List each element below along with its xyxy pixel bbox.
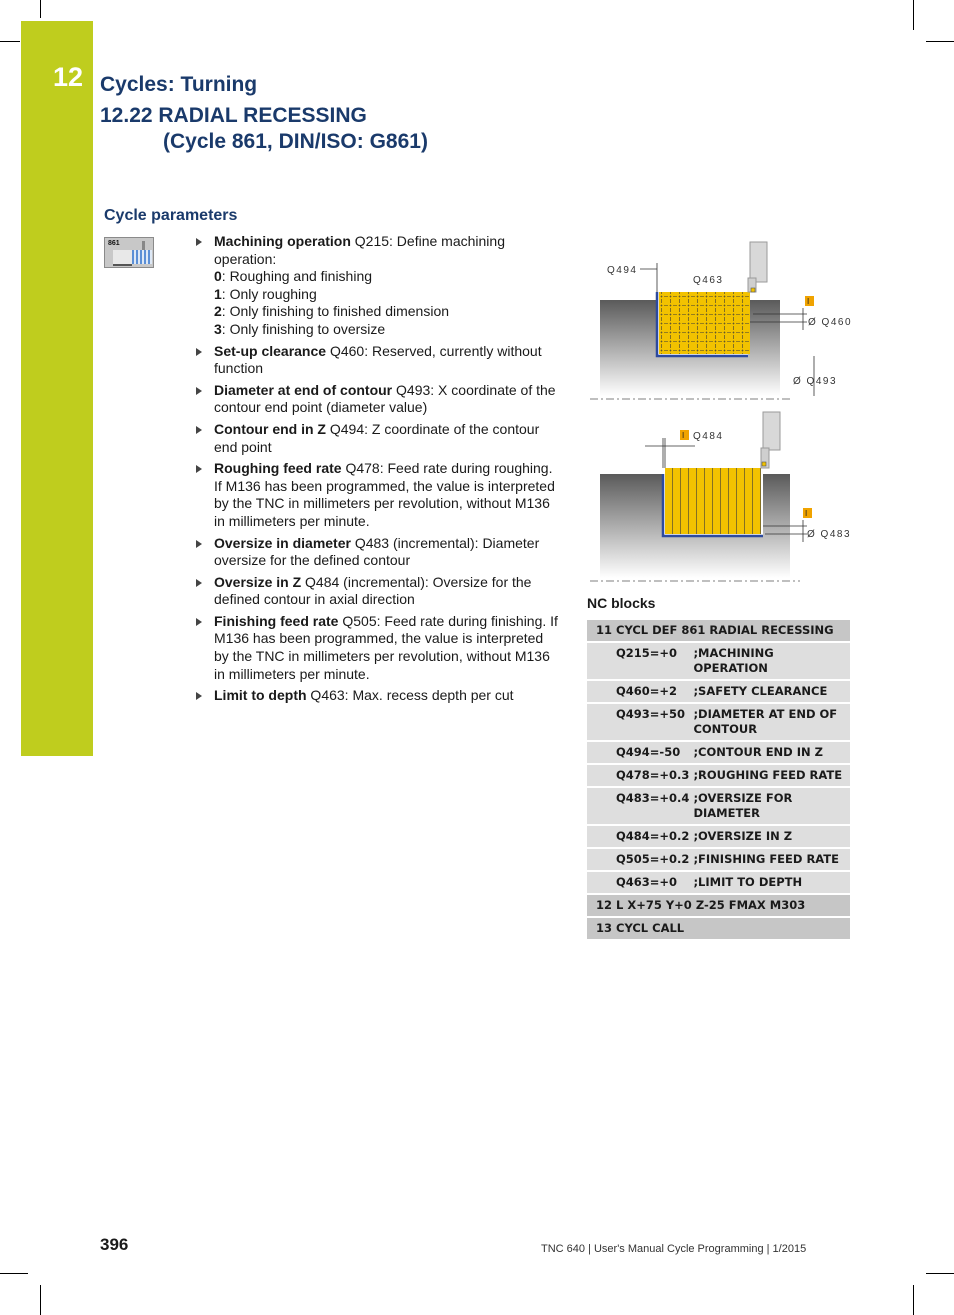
nc-parameter-value: Q460=+2 [587, 680, 691, 703]
nc-parameter-value: Q505=+0.2 [587, 848, 691, 871]
parameter-item [196, 343, 561, 378]
option-key: 3 [214, 320, 222, 337]
marker-label: I [805, 509, 808, 518]
nc-parameter-row [587, 642, 850, 680]
label-q494: Q494 [607, 265, 638, 276]
option-text: : Roughing and finishing [221, 268, 373, 285]
softkey-label: 861 [108, 240, 120, 247]
bullet-arrow-icon [196, 540, 202, 548]
cycle-parameters-heading: Cycle parameters [104, 207, 238, 224]
nc-parameter-row [587, 680, 850, 703]
nc-block-row [587, 894, 850, 917]
section-subtitle: (Cycle 861, DIN/ISO: G861) [163, 130, 428, 153]
nc-parameter-row [587, 764, 850, 787]
option-key: 1 [214, 285, 222, 302]
parameter-option [214, 321, 561, 339]
label-q460: Ø Q460 [808, 317, 853, 328]
tool-holder [763, 412, 780, 450]
nc-parameter-row [587, 787, 850, 825]
option-key: 0 [214, 268, 222, 285]
marker-label: I [807, 297, 810, 306]
nc-parameter-comment: ;SAFETY CLEARANCE [691, 680, 850, 703]
crop-mark [40, 1285, 41, 1315]
nc-block-text: 12 L X+75 Y+0 Z-25 FMAX M303 [587, 894, 850, 917]
page-number: 396 [100, 1235, 129, 1254]
crop-mark [913, 1285, 914, 1315]
parameter-item [196, 687, 561, 705]
nc-parameter-value: Q215=+0 [587, 642, 691, 680]
crop-mark [40, 0, 41, 18]
nc-parameter-row [587, 848, 850, 871]
option-text: : Only roughing [221, 285, 317, 302]
label-q483: Ø Q483 [807, 529, 852, 540]
nc-block-text: 13 CYCL CALL [587, 917, 850, 939]
parameter-term: Oversize in diameter [214, 534, 351, 551]
bullet-arrow-icon [196, 692, 202, 700]
parameter-term: Set-up clearance [214, 342, 327, 359]
parameter-option [214, 268, 561, 286]
tool-holder [750, 242, 767, 282]
parameter-description: Q478: Feed rate during roughing. If M136 has been programmed, the value is interpreted by the TNC in millimeters per revolution, without M136 in millimeters per minute. [214, 460, 555, 529]
crop-mark [926, 1273, 954, 1274]
parameter-item [196, 613, 561, 683]
parameter-description: Q493: X coordinate of the contour end point (diameter value) [214, 381, 556, 416]
bullet-arrow-icon [196, 579, 202, 587]
option-text: : Only finishing to oversize [221, 320, 386, 337]
bullet-arrow-icon [196, 618, 202, 626]
nc-parameter-value: Q483=+0.4 [587, 787, 691, 825]
tool-tip [762, 462, 766, 466]
parameter-item [196, 460, 561, 530]
parameter-item [196, 535, 561, 570]
option-text: : Only finishing to finished dimension [221, 303, 450, 320]
footer-text: TNC 640 | User's Manual Cycle Programming | 1/2015 [541, 1243, 807, 1255]
nc-block-text: 11 CYCL DEF 861 RADIAL RECESSING [587, 619, 850, 642]
parameter-term: Limit to depth [214, 687, 307, 704]
option-key: 2 [214, 303, 222, 320]
section-title: 12.22 RADIAL RECESSING [100, 104, 367, 127]
bullet-arrow-icon [196, 465, 202, 473]
nc-parameter-value: Q463=+0 [587, 871, 691, 894]
parameter-term: Oversize in Z [214, 573, 302, 590]
parameter-option [214, 286, 561, 304]
parameter-description: Q484 (incremental): Oversize for the defined contour in axial direction [214, 573, 532, 608]
bullet-arrow-icon [196, 238, 202, 246]
bullet-arrow-icon [196, 348, 202, 356]
nc-parameter-row [587, 703, 850, 741]
nc-blocks-table [587, 618, 850, 939]
parameter-term: Diameter at end of contour [214, 381, 393, 398]
chapter-tab [21, 21, 93, 756]
nc-blocks-heading: NC blocks [587, 595, 656, 611]
parameter-term: Contour end in Z [214, 420, 326, 437]
nc-parameter-value: Q494=-50 [587, 741, 691, 764]
bullet-arrow-icon [196, 426, 202, 434]
nc-parameter-value: Q478=+0.3 [587, 764, 691, 787]
parameter-term: Roughing feed rate [214, 460, 342, 477]
crop-mark [0, 1273, 28, 1274]
stock-to-remove [665, 468, 761, 534]
softkey-recess [132, 250, 152, 264]
parameter-item [196, 382, 561, 417]
parameter-term: Machining operation [214, 233, 351, 249]
nc-parameter-comment: ;MACHINING OPERATION [691, 642, 850, 680]
parameter-term: Finishing feed rate [214, 612, 339, 629]
crop-mark [913, 0, 914, 30]
nc-parameter-comment: ;FINISHING FEED RATE [691, 848, 850, 871]
label-q484: Q484 [693, 431, 724, 442]
parameter-description: Q494: Z coordinate of the contour end point [214, 420, 540, 455]
label-q493: Ø Q493 [793, 376, 838, 387]
parameter-item [196, 233, 561, 339]
nc-block-row [587, 917, 850, 939]
nc-block-row [587, 619, 850, 642]
parameter-list [196, 233, 561, 709]
parameter-item [196, 421, 561, 456]
parameter-description: Q215: Define machining operation: [214, 233, 505, 267]
nc-parameter-comment: ;OVERSIZE FOR DIAMETER [691, 787, 850, 825]
parameter-description: Q505: Feed rate during finishing. If M136 has been programmed, the value is interpreted by the TNC in millimeters per revolution, without M136 in millimeters per minute. [214, 612, 558, 682]
nc-parameter-comment: ;ROUGHING FEED RATE [691, 764, 850, 787]
bullet-arrow-icon [196, 387, 202, 395]
chapter-number: 12 [53, 62, 84, 92]
parameter-description: Q460: Reserved, currently without function [214, 342, 542, 377]
radial-recessing-softkey-icon [104, 237, 154, 268]
recessing-figure-1 [585, 238, 855, 403]
softkey-workpiece [113, 250, 132, 266]
nc-parameter-value: Q493=+50 [587, 703, 691, 741]
nc-parameter-row [587, 825, 850, 848]
nc-parameter-comment: ;DIAMETER AT END OF CONTOUR [691, 703, 850, 741]
recessing-figure-2 [585, 408, 855, 586]
nc-parameter-row [587, 741, 850, 764]
parameter-item [196, 574, 561, 609]
nc-parameter-row [587, 871, 850, 894]
parameter-option [214, 303, 561, 321]
parameter-description: Q463: Max. recess depth per cut [306, 687, 514, 704]
stock-to-remove [659, 292, 750, 354]
crop-mark [0, 41, 20, 42]
chapter-title: Cycles: Turning [100, 73, 258, 96]
nc-parameter-comment: ;LIMIT TO DEPTH [691, 871, 850, 894]
tool-tip [751, 288, 755, 292]
nc-parameter-comment: ;OVERSIZE IN Z [691, 825, 850, 848]
parameter-description: Q483 (incremental): Diameter oversize for the defined contour [214, 534, 540, 569]
crop-mark [926, 41, 954, 42]
nc-parameter-comment: ;CONTOUR END IN Z [691, 741, 850, 764]
label-q463: Q463 [693, 275, 724, 286]
nc-parameter-value: Q484=+0.2 [587, 825, 691, 848]
softkey-tool [142, 241, 145, 250]
marker-label: I [682, 431, 685, 440]
